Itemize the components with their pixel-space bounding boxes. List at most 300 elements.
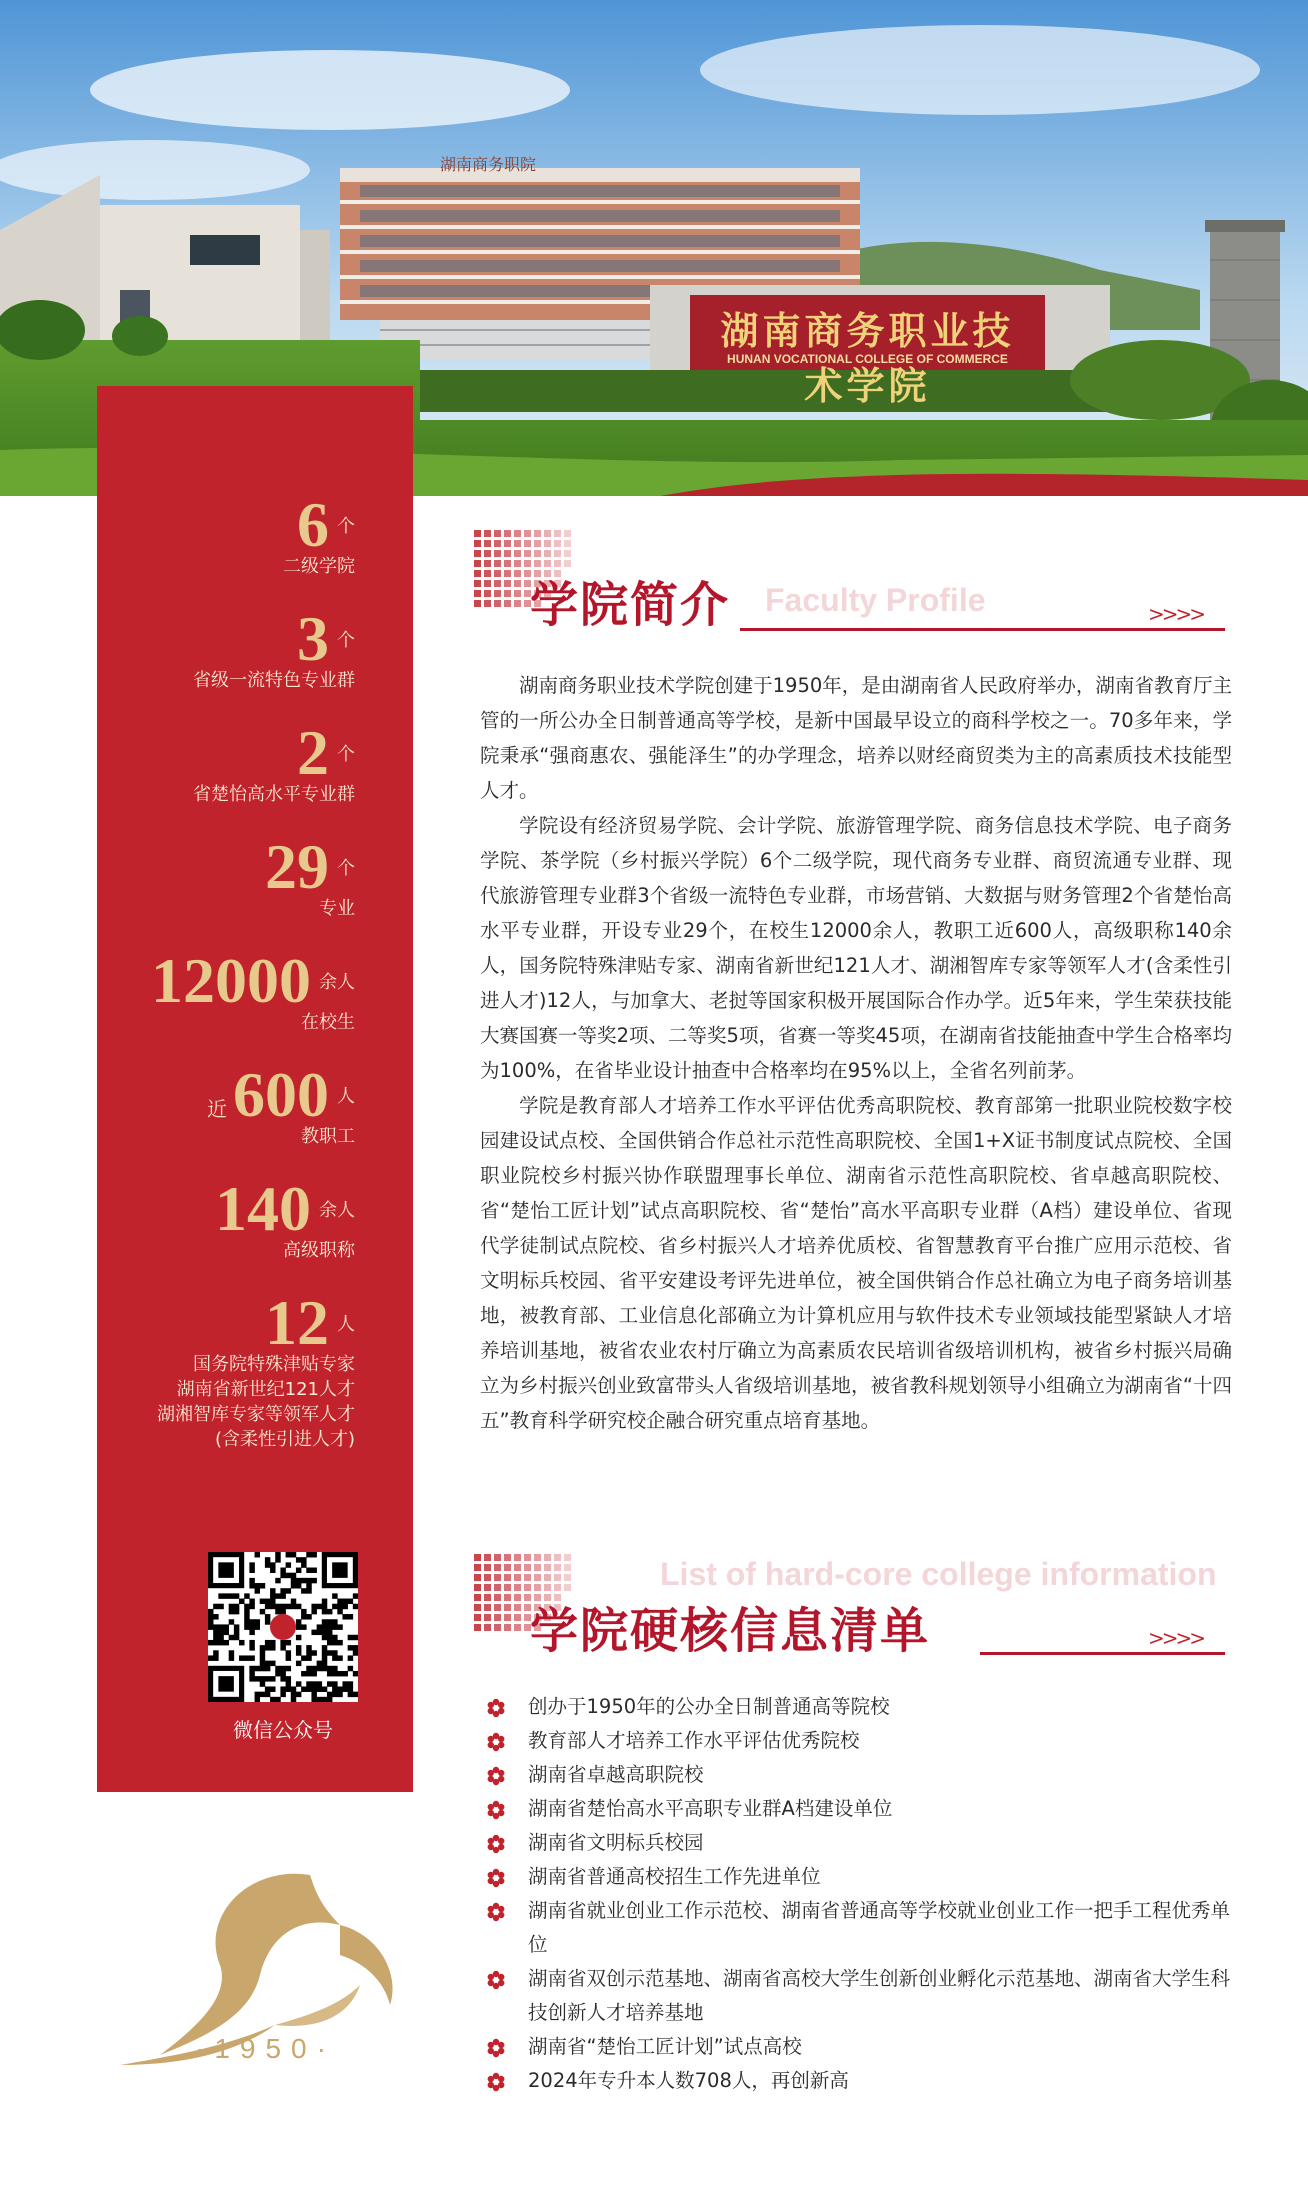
dot-pattern-square xyxy=(474,1564,481,1571)
qr-module xyxy=(353,1692,358,1697)
qr-module xyxy=(224,1624,229,1629)
dot-pattern-square xyxy=(494,530,501,537)
qr-module xyxy=(348,1635,353,1640)
stat-number: 600 xyxy=(233,1059,329,1130)
qr-module xyxy=(255,1666,260,1671)
qr-module xyxy=(332,1635,337,1640)
stat-number: 12 xyxy=(265,1287,329,1358)
qr-module xyxy=(311,1671,316,1676)
qr-module xyxy=(332,1686,337,1691)
qr-module xyxy=(249,1583,254,1588)
dot-pattern-square xyxy=(494,1604,501,1611)
qr-module xyxy=(275,1671,280,1676)
qr-module xyxy=(337,1655,342,1660)
qr-module xyxy=(296,1578,301,1583)
qr-module xyxy=(342,1681,347,1686)
qr-module xyxy=(265,1676,270,1681)
qr-module xyxy=(296,1619,301,1624)
qr-module xyxy=(337,1599,342,1604)
qr-module xyxy=(244,1593,249,1598)
qr-module xyxy=(348,1655,353,1660)
qr-module xyxy=(296,1645,301,1650)
qr-module xyxy=(244,1624,249,1629)
qr-module xyxy=(301,1609,306,1614)
flower-bullet-icon xyxy=(486,1766,506,1786)
flower-bullet-icon xyxy=(486,1868,506,1888)
dot-pattern-square xyxy=(564,1564,571,1571)
qr-module xyxy=(291,1599,296,1604)
qr-module xyxy=(255,1588,260,1593)
stat-desc: 教职工 xyxy=(301,1126,355,1147)
profile-paragraph: 学院是教育部人才培养工作水平评估优秀高职院校、教育部第一批职业院校数字校园建设试点校、全国供销合作总社示范性高职院校、全国1+X证书制度试点院校、全国职业院校乡村振兴协作联盟理事长单位、湖南省示范性高职院校、省卓越高职院校、省“楚怡工匠计划”试点高职院校、省“楚怡”高水平高职专业群（A档）建设单位、省现代学徒制试点院校、省乡村振兴人才培养优质校、省智慧教育平台推广应用示范校、省文明标兵校园、省平安建设考评先进单位，被全国供销合作总社确立为电子商务培训基地，被教育部、工业信息化部确立为计算机应用与软件技术专业领域技能型紧缺人才培养培训基地，被省农业农村厅确立为高素质农民培训省级培训机构，被省乡村振兴局确立为乡村振兴创业致富带头人省级培训基地，被省教科规划领导小组确立为湖南省“十四五”教育科学研究校企融合研究重点培育基地。 xyxy=(480,1094,1232,1432)
dot-pattern-square xyxy=(474,590,481,597)
qr-module xyxy=(327,1692,332,1697)
qr-module xyxy=(280,1666,285,1671)
dot-pattern-square xyxy=(524,1574,531,1581)
qr-module xyxy=(306,1655,311,1660)
qr-module xyxy=(317,1630,322,1635)
qr-module xyxy=(286,1676,291,1681)
stat-desc: 在校生 xyxy=(301,1012,355,1033)
qr-module xyxy=(234,1624,239,1629)
qr-module xyxy=(322,1619,327,1624)
dot-pattern-square xyxy=(504,1554,511,1561)
stat-desc: 省级一流特色专业群 xyxy=(193,670,355,691)
dot-pattern-square xyxy=(564,530,571,537)
dot-pattern-square xyxy=(484,560,491,567)
dot-pattern-square xyxy=(474,1554,481,1561)
dot-pattern-square xyxy=(474,560,481,567)
qr-module xyxy=(306,1583,311,1588)
qr-module xyxy=(342,1599,347,1604)
stat-number: 29 xyxy=(265,831,329,902)
qr-module xyxy=(332,1604,337,1609)
qr-module xyxy=(275,1557,280,1562)
qr-module xyxy=(286,1666,291,1671)
list-item-text: 2024年专升本人数708人，再创新高 xyxy=(528,2069,849,2092)
dot-pattern-square xyxy=(504,540,511,547)
dot-pattern-square xyxy=(494,580,501,587)
dot-pattern-square xyxy=(514,540,521,547)
qr-module xyxy=(322,1645,327,1650)
qr-module xyxy=(260,1609,265,1614)
campus-sign-english: HUNAN VOCATIONAL COLLEGE OF COMMERCE xyxy=(727,352,1008,366)
dot-pattern-square xyxy=(514,560,521,567)
qr-module xyxy=(311,1666,316,1671)
qr-module xyxy=(311,1681,316,1686)
dot-pattern-square xyxy=(494,1584,501,1591)
qr-module xyxy=(244,1614,249,1619)
profile-title: 学院简介 xyxy=(530,577,731,633)
qr-module xyxy=(208,1640,213,1645)
dot-pattern-square xyxy=(474,1594,481,1601)
qr-module xyxy=(337,1609,342,1614)
list-item-text: 湖南省楚怡高水平高职专业群A档建设单位 xyxy=(528,1797,893,1820)
qr-module xyxy=(213,1640,218,1645)
qr-module xyxy=(249,1655,254,1660)
qr-module xyxy=(286,1686,291,1691)
qr-module xyxy=(255,1624,260,1629)
qr-module xyxy=(265,1645,270,1650)
list-item-text: 创办于1950年的公办全日制普通高等院校 xyxy=(528,1695,890,1718)
qr-module xyxy=(255,1583,260,1588)
dot-pattern-square xyxy=(514,1554,521,1561)
dot-pattern-square xyxy=(504,570,511,577)
qr-module xyxy=(249,1624,254,1629)
qr-module xyxy=(270,1604,275,1609)
qr-module xyxy=(249,1630,254,1635)
dot-pattern-square xyxy=(544,1564,551,1571)
qr-module xyxy=(332,1593,337,1598)
qr-module xyxy=(280,1593,285,1598)
profile-text xyxy=(480,668,1232,1438)
qr-module xyxy=(213,1655,218,1660)
qr-module xyxy=(249,1676,254,1681)
list-item xyxy=(486,2064,1246,2098)
qr-module xyxy=(260,1681,265,1686)
hardcore-underline xyxy=(980,1652,1225,1655)
qr-module xyxy=(275,1697,280,1702)
hardcore-arrows: >>>> xyxy=(1148,1626,1204,1650)
qr-module xyxy=(327,1619,332,1624)
dot-pattern-square xyxy=(484,550,491,557)
dot-pattern-square xyxy=(474,1604,481,1611)
dot-pattern-square xyxy=(514,590,521,597)
qr-module xyxy=(265,1686,270,1691)
qr-module xyxy=(260,1655,265,1660)
qr-module xyxy=(327,1630,332,1635)
dot-pattern-square xyxy=(494,1564,501,1571)
qr-module xyxy=(244,1609,249,1614)
qr-module xyxy=(213,1630,218,1635)
qr-module xyxy=(260,1692,265,1697)
dot-pattern-square xyxy=(544,550,551,557)
dot-pattern-square xyxy=(534,550,541,557)
qr-module xyxy=(317,1661,322,1666)
qr-module xyxy=(208,1655,213,1660)
qr-module xyxy=(291,1583,296,1588)
qr-module xyxy=(317,1681,322,1686)
dot-pattern-square xyxy=(494,1554,501,1561)
list-item xyxy=(486,1962,1246,2030)
qr-module xyxy=(218,1635,223,1640)
qr-module xyxy=(337,1692,342,1697)
qr-module xyxy=(301,1624,306,1629)
qr-module xyxy=(239,1640,244,1645)
stat-number: 140 xyxy=(215,1173,311,1244)
dot-pattern-square xyxy=(554,550,561,557)
qr-module xyxy=(286,1681,291,1686)
qr-module xyxy=(249,1562,254,1567)
qr-module xyxy=(213,1635,218,1640)
dot-pattern-square xyxy=(524,1564,531,1571)
dot-pattern-square xyxy=(484,1614,491,1621)
qr-center-logo-icon xyxy=(270,1614,296,1640)
list-item xyxy=(486,1758,1246,1792)
dot-pattern-square xyxy=(484,1564,491,1571)
qr-module xyxy=(265,1661,270,1666)
qr-module xyxy=(229,1650,234,1655)
qr-module xyxy=(280,1609,285,1614)
qr-module xyxy=(317,1697,322,1702)
dot-pattern-square xyxy=(494,1614,501,1621)
qr-module xyxy=(286,1640,291,1645)
profile-title-en: Faculty Profile xyxy=(765,582,986,618)
dot-pattern-square xyxy=(514,550,521,557)
qr-module xyxy=(296,1692,301,1697)
qr-module xyxy=(327,1624,332,1629)
qr-module xyxy=(291,1686,296,1691)
dot-pattern-square xyxy=(534,1564,541,1571)
qr-module xyxy=(301,1588,306,1593)
qr-module xyxy=(306,1645,311,1650)
stat-unit: 余人 xyxy=(319,972,355,993)
dot-pattern-square xyxy=(494,1574,501,1581)
qr-module xyxy=(208,1609,213,1614)
dot-pattern-square xyxy=(514,1574,521,1581)
qr-module xyxy=(342,1671,347,1676)
qr-module xyxy=(322,1635,327,1640)
qr-module xyxy=(322,1604,327,1609)
qr-module xyxy=(255,1619,260,1624)
qr-module xyxy=(213,1604,218,1609)
qr-module xyxy=(224,1640,229,1645)
qr-finder-pattern xyxy=(218,1676,234,1692)
qr-module xyxy=(296,1568,301,1573)
qr-module xyxy=(270,1562,275,1567)
stat-unit: 余人 xyxy=(319,1200,355,1221)
qr-module xyxy=(301,1578,306,1583)
qr-module xyxy=(311,1609,316,1614)
dot-pattern-square xyxy=(474,580,481,587)
qr-module xyxy=(265,1619,270,1624)
stat-unit: 个 xyxy=(337,630,355,651)
stat-number: 3 xyxy=(297,603,329,674)
qr-module xyxy=(348,1666,353,1671)
dot-pattern-square xyxy=(504,1584,511,1591)
qr-module xyxy=(296,1650,301,1655)
qr-module xyxy=(270,1588,275,1593)
qr-finder-pattern xyxy=(332,1562,348,1578)
qr-module xyxy=(311,1578,316,1583)
dot-pattern-square xyxy=(514,1624,521,1631)
dot-pattern-square xyxy=(474,1584,481,1591)
qr-module xyxy=(260,1599,265,1604)
qr-module xyxy=(260,1583,265,1588)
dot-pattern-square xyxy=(494,540,501,547)
qr-module xyxy=(229,1593,234,1598)
qr-module xyxy=(332,1640,337,1645)
flower-bullet-icon xyxy=(486,2038,506,2058)
dot-pattern-square xyxy=(554,1564,561,1571)
qr-module xyxy=(239,1599,244,1604)
qr-module xyxy=(301,1655,306,1660)
qr-module xyxy=(255,1692,260,1697)
qr-module xyxy=(332,1671,337,1676)
qr-module xyxy=(270,1599,275,1604)
qr-module xyxy=(275,1604,280,1609)
qr-module xyxy=(265,1557,270,1562)
qr-module xyxy=(275,1593,280,1598)
profile-paragraph: 学院设有经济贸易学院、会计学院、旅游管理学院、商务信息技术学院、电子商务学院、茶学院（乡村振兴学院）6个二级学院，现代商务专业群、商贸流通专业群、现代旅游管理专业群3个省级一流特色专业群，市场营销、大数据与财务管理2个省楚怡高水平专业群，开设专业29个，在校生12000余人，教职工近600人，高级职称140余人，国务院特殊津贴专家、湖南省新世纪121人才、湖湘智库专家等领军人才(含柔性引进人才)12人，与加拿大、老挝等国家积极开展国际合作办学。近5年来，学生荣获技能大赛国赛一等奖2项、二等奖5项，省赛一等奖45项，在湖南省技能抽查中学生合格率均为100%，在省毕业设计抽查中合格率均在95%以上，全省名列前茅。 xyxy=(480,814,1232,1082)
qr-module xyxy=(337,1686,342,1691)
stat-desc: 湖南省新世纪121人才 xyxy=(176,1379,355,1400)
qr-module xyxy=(234,1635,239,1640)
qr-module xyxy=(322,1650,327,1655)
list-item xyxy=(486,1724,1246,1758)
qr-module xyxy=(348,1686,353,1691)
qr-module xyxy=(286,1650,291,1655)
qr-module xyxy=(218,1593,223,1598)
qr-module xyxy=(280,1692,285,1697)
qr-module xyxy=(286,1655,291,1660)
stat-number: 2 xyxy=(297,717,329,788)
qr-module xyxy=(218,1604,223,1609)
qr-module xyxy=(265,1666,270,1671)
stat-desc: 省楚怡高水平专业群 xyxy=(193,784,355,805)
dot-pattern-square xyxy=(514,570,521,577)
qr-module xyxy=(270,1676,275,1681)
qr-module xyxy=(306,1666,311,1671)
qr-module xyxy=(218,1630,223,1635)
qr-module xyxy=(301,1557,306,1562)
qr-module xyxy=(311,1604,316,1609)
dot-pattern-square xyxy=(554,530,561,537)
flower-bullet-icon xyxy=(486,1902,506,1922)
qr-module xyxy=(244,1619,249,1624)
dot-pattern-square xyxy=(474,1574,481,1581)
dot-pattern-square xyxy=(494,1624,501,1631)
list-item-text: 湖南省“楚怡工匠计划”试点高校 xyxy=(528,2035,802,2058)
dot-pattern-square xyxy=(474,550,481,557)
dot-pattern-square xyxy=(564,550,571,557)
dot-pattern-square xyxy=(544,1584,551,1591)
qr-module xyxy=(322,1661,327,1666)
dot-pattern-square xyxy=(534,1574,541,1581)
qr-module xyxy=(337,1640,342,1645)
qr-module xyxy=(280,1645,285,1650)
qr-module xyxy=(260,1645,265,1650)
dot-pattern-square xyxy=(564,540,571,547)
dot-pattern-square xyxy=(554,1554,561,1561)
qr-module xyxy=(270,1593,275,1598)
qr-module xyxy=(291,1578,296,1583)
qr-module xyxy=(311,1692,316,1697)
stat-colleges xyxy=(283,489,355,579)
qr-module xyxy=(280,1604,285,1609)
qr-module xyxy=(265,1640,270,1645)
stat-students xyxy=(151,945,355,1035)
dot-pattern-square xyxy=(544,540,551,547)
qr-module xyxy=(296,1583,301,1588)
qr-module xyxy=(327,1697,332,1702)
hardcore-list xyxy=(486,1690,1246,2098)
dot-pattern-square xyxy=(534,1584,541,1591)
dot-pattern-square xyxy=(504,600,511,607)
qr-module xyxy=(286,1588,291,1593)
dot-pattern-square xyxy=(484,590,491,597)
dot-pattern-square xyxy=(494,1594,501,1601)
list-item-text: 湖南省就业创业工作示范校、湖南省普通高等学校就业创业工作一把手工程优秀单位 xyxy=(528,1899,1231,1956)
dot-pattern-square xyxy=(514,600,521,607)
qr-module xyxy=(322,1624,327,1629)
qr-module xyxy=(229,1619,234,1624)
qr-module xyxy=(306,1578,311,1583)
qr-module xyxy=(270,1697,275,1702)
qr-module xyxy=(275,1609,280,1614)
qr-module xyxy=(249,1671,254,1676)
stat-leading-talents xyxy=(157,1287,355,1452)
dot-pattern-square xyxy=(534,540,541,547)
dot-pattern-square xyxy=(474,600,481,607)
qr-module xyxy=(224,1630,229,1635)
qr-module xyxy=(327,1681,332,1686)
list-item-text: 湖南省文明标兵校园 xyxy=(528,1831,704,1854)
qr-module xyxy=(322,1630,327,1635)
logo-year: ·1950· xyxy=(195,2033,336,2064)
dot-pattern-square xyxy=(554,1574,561,1581)
qr-module xyxy=(301,1562,306,1567)
qr-module xyxy=(306,1568,311,1573)
qr-module xyxy=(306,1671,311,1676)
stat-unit: 个 xyxy=(337,858,355,879)
dot-pattern-square xyxy=(514,530,521,537)
flower-bullet-icon xyxy=(486,2072,506,2092)
dot-pattern-square xyxy=(564,1554,571,1561)
qr-module xyxy=(265,1604,270,1609)
qr-module xyxy=(332,1692,337,1697)
qr-module xyxy=(229,1609,234,1614)
qr-module xyxy=(332,1681,337,1686)
qr-module xyxy=(260,1676,265,1681)
stat-desc: 国务院特殊津贴专家 xyxy=(193,1354,355,1375)
dot-pattern-square xyxy=(504,1564,511,1571)
dot-pattern-square xyxy=(514,1594,521,1601)
qr-module xyxy=(286,1573,291,1578)
qr-module xyxy=(208,1624,213,1629)
qr-caption: 微信公众号 xyxy=(233,1718,333,1742)
qr-module xyxy=(265,1599,270,1604)
qr-module xyxy=(260,1666,265,1671)
qr-module xyxy=(249,1666,254,1671)
stat-unit: 个 xyxy=(337,516,355,537)
qr-module xyxy=(208,1614,213,1619)
qr-module xyxy=(327,1640,332,1645)
dot-pattern-square xyxy=(494,570,501,577)
qr-module xyxy=(249,1645,254,1650)
flower-bullet-icon xyxy=(486,1800,506,1820)
list-item xyxy=(486,2030,1246,2064)
qr-module xyxy=(353,1671,358,1676)
qr-module xyxy=(244,1604,249,1609)
qr-module xyxy=(260,1650,265,1655)
hardcore-title: 学院硬核信息清单 xyxy=(530,1603,931,1659)
list-item xyxy=(486,1826,1246,1860)
qr-module xyxy=(301,1614,306,1619)
qr-module xyxy=(337,1624,342,1629)
qr-module xyxy=(213,1614,218,1619)
dot-pattern-square xyxy=(494,560,501,567)
qr-module xyxy=(291,1604,296,1609)
dot-pattern-square xyxy=(504,590,511,597)
list-item xyxy=(486,1690,1246,1724)
dot-pattern-square xyxy=(504,1574,511,1581)
dot-pattern-square xyxy=(524,1584,531,1591)
qr-module xyxy=(280,1686,285,1691)
list-item xyxy=(486,1792,1246,1826)
qr-module xyxy=(348,1692,353,1697)
qr-module xyxy=(301,1686,306,1691)
